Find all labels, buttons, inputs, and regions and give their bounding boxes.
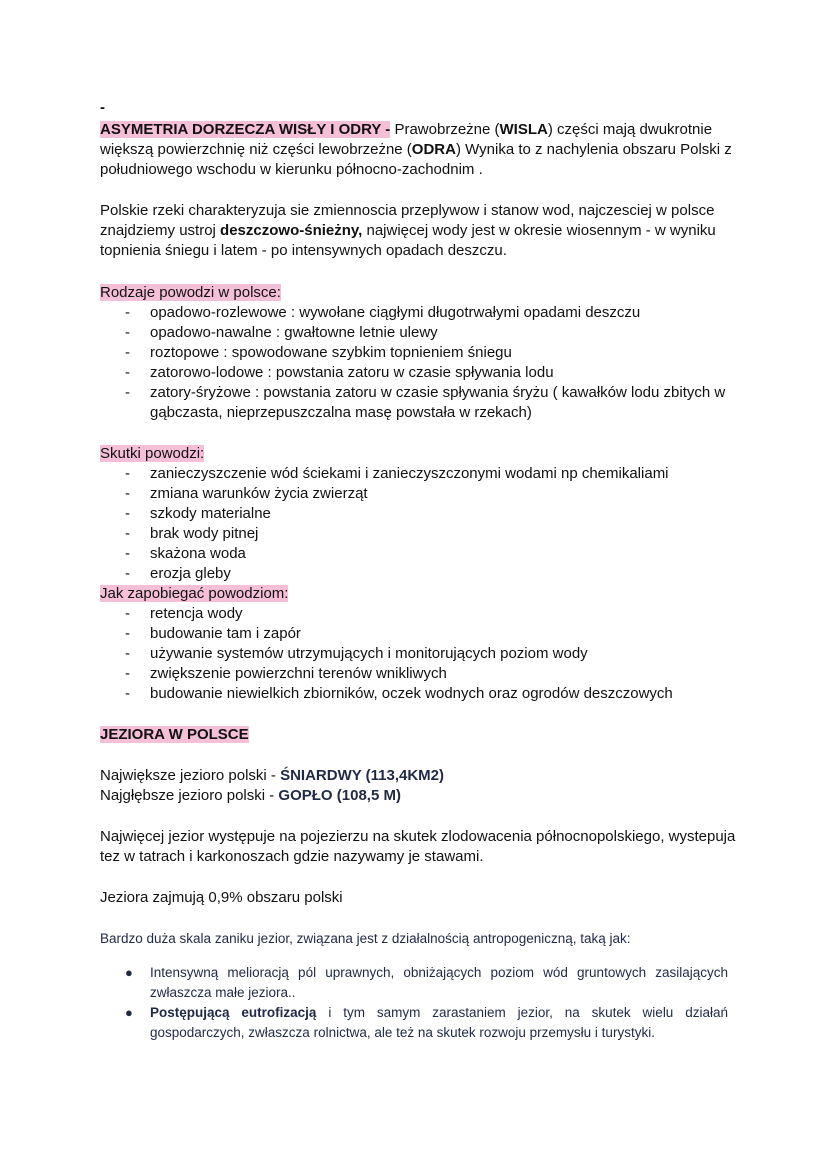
bullet-icon: ● bbox=[125, 1005, 133, 1020]
rodzaje-section bbox=[100, 283, 740, 423]
najglebsze-label: Najgłębsze jezioro polski - bbox=[100, 787, 279, 804]
list-item: - skażona woda bbox=[100, 544, 740, 564]
list-item: - opadowo-nawalne : gwałtowne letnie ulewy bbox=[100, 323, 740, 343]
top-dash: - bbox=[100, 99, 105, 116]
asymetria-paragraph bbox=[100, 120, 740, 180]
eutrofizacja-bold: Postępującą eutrofizacją bbox=[150, 1005, 317, 1020]
asymetria-text-2: ) części mają dwukrotnie większą powierzchnię niż części lewobrzeżne ( bbox=[100, 121, 713, 158]
bullet-2-text: i tym samym zarastaniem jezior, na skutek wielu działań gospodarczych, zwłaszcza rolnictwa, ale też na skutek rozwoju przemysłu i turystyki. bbox=[150, 1005, 728, 1040]
list-item: - retencja wody bbox=[100, 604, 740, 624]
skutki-section bbox=[100, 444, 740, 704]
asymetria-text-1: Prawobrzeżne ( bbox=[390, 121, 500, 138]
zapobieganie-list bbox=[100, 604, 740, 704]
list-item bbox=[100, 963, 728, 1003]
skutki-list bbox=[100, 464, 740, 584]
jeziora-para-2: Jeziora zajmują 0,9% obszaru polski bbox=[100, 889, 343, 906]
wisla-label: WISLA bbox=[499, 121, 548, 138]
list-item: - zmiana warunków życia zwierząt bbox=[100, 484, 740, 504]
asymetria-heading: ASYMETRIA DORZECZA WISŁY I ODRY - bbox=[100, 121, 391, 138]
rodzaje-heading: Rodzaje powodzi w polsce: bbox=[100, 284, 281, 301]
zapobieganie-heading: Jak zapobiegać powodziom: bbox=[100, 585, 289, 602]
najglebsze-line bbox=[100, 786, 740, 806]
list-item: - brak wody pitnej bbox=[100, 524, 740, 544]
list-item: - używanie systemów utrzymujących i monitorujących poziom wody bbox=[100, 644, 740, 664]
list-item: - zanieczyszczenie wód ściekami i zanieczyszczonymi wodami np chemikaliami bbox=[100, 464, 740, 484]
list-item: - budowanie tam i zapór bbox=[100, 624, 740, 644]
list-item: - szkody materialne bbox=[100, 504, 740, 524]
ustroj-bold: deszczowo-śnieżny, bbox=[220, 222, 363, 239]
jeziora-para-1: Najwięcej jezior występuje na pojezierzu na skutek zlodowacenia północnopolskiego, wystepuja tez w tatrach i karkonoszach gdzie nazywamy je stawami. bbox=[100, 828, 736, 865]
list-item: - budowanie niewielkich zbiorników, oczek wodnych oraz ogrodów deszczowych bbox=[100, 684, 740, 704]
list-item: - erozja gleby bbox=[100, 564, 740, 584]
najwieksze-value: ŚNIARDWY (113,4KM2) bbox=[280, 767, 444, 784]
jeziora-records bbox=[100, 766, 740, 806]
rzeki-paragraph bbox=[100, 201, 740, 261]
zanik-list-wrap bbox=[100, 963, 728, 1043]
rzeki-text-1: Polskie rzeki charakteryzuja sie zmiennoscia przeplywow i stanow wod, najczesciej w polsce znajdziemy ustroj bbox=[100, 202, 715, 239]
jeziora-para-3: Bardzo duża skala zaniku jezior, związana jest z działalnością antropogeniczną, taką jak: bbox=[100, 931, 631, 946]
najwieksze-label: Największe jezioro polski - bbox=[100, 767, 281, 784]
rzeki-text-2: najwięcej wody jest w okresie wiosennym - w wyniku topnienia śniegu i latem - po intensywnych opadach deszczu. bbox=[100, 222, 716, 259]
list-item: - zatory-śryżowe : powstania zatoru w czasie spływania śryżu ( kawałków lodu zbitych w gąbczasta, nieprzepuszczalna masę powstała w rzekach) bbox=[100, 383, 740, 423]
rodzaje-list bbox=[100, 303, 740, 423]
bullet-1-text: Intensywną melioracją pól uprawnych, obniżających poziom wód gruntowych zasilających zwłaszcza małe jeziora.. bbox=[150, 965, 728, 1000]
list-item: - zatorowo-lodowe : powstania zatoru w czasie spływania lodu bbox=[100, 363, 740, 383]
jeziora-heading: JEZIORA W POLSCE bbox=[100, 726, 249, 743]
zanik-list bbox=[100, 963, 728, 1043]
list-item bbox=[100, 1003, 728, 1043]
najglebsze-value: GOPŁO (108,5 M) bbox=[278, 787, 401, 804]
asymetria-text-3: ) Wynika to z nachylenia obszaru Polski z południowego wschodu w kierunku północno-zachodnim . bbox=[100, 141, 732, 178]
bullet-icon: ● bbox=[125, 965, 133, 980]
odra-label: ODRA bbox=[411, 141, 456, 158]
list-item: - roztopowe : spowodowane szybkim topnieniem śniegu bbox=[100, 343, 740, 363]
najwieksze-line bbox=[100, 766, 740, 786]
jeziora-heading-line bbox=[100, 725, 740, 745]
skutki-heading: Skutki powodzi: bbox=[100, 445, 205, 462]
list-item: - zwiększenie powierzchni terenów wnikliwych bbox=[100, 664, 740, 684]
list-item: - opadowo-rozlewowe : wywołane ciągłymi długotrwałymi opadami deszczu bbox=[100, 303, 740, 323]
